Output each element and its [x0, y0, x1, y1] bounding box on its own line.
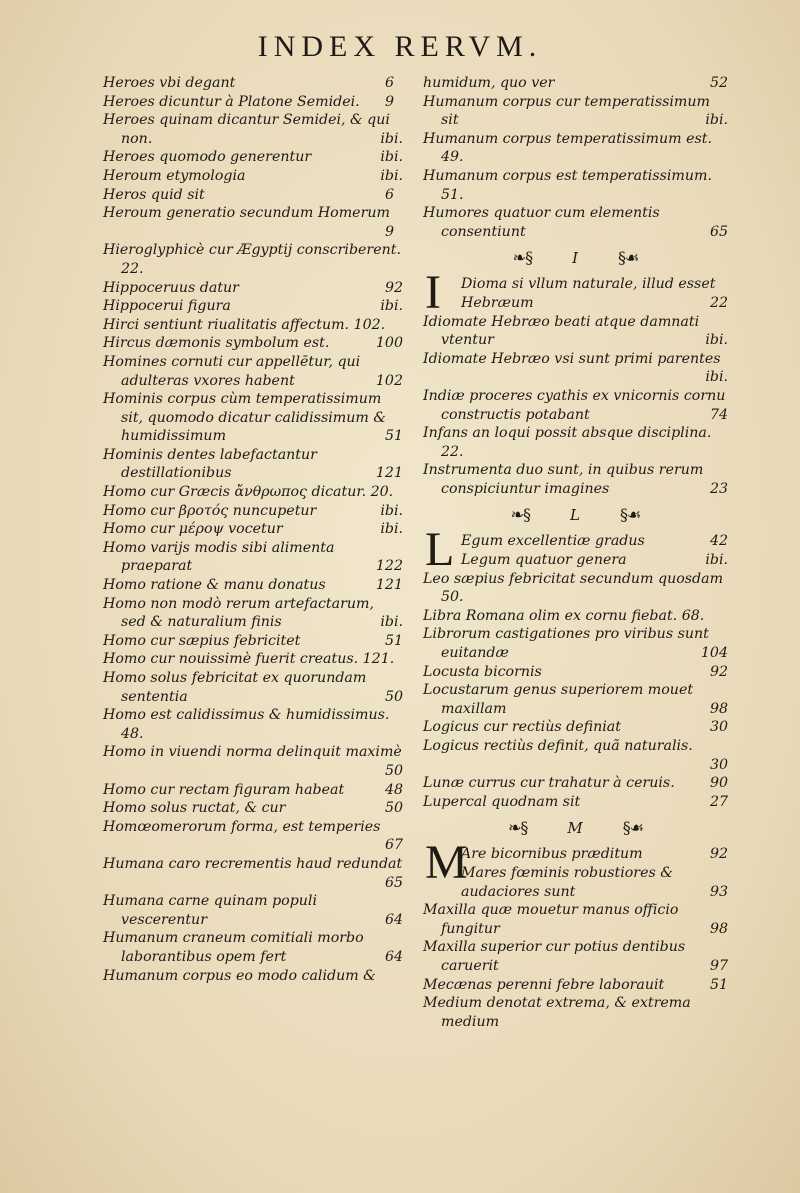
- entry-page-ref: 121: [375, 577, 403, 594]
- index-entry: [103, 595, 403, 632]
- index-entry: [103, 520, 403, 539]
- fleuron-ornament-icon: §☙: [622, 818, 644, 838]
- fleuron-ornament-icon: ❧§: [507, 818, 528, 838]
- index-entry: [423, 93, 728, 130]
- entry-text: Hieroglyphicè cur Ægyptij conscriberent. 22.: [103, 242, 401, 277]
- index-entry: [103, 632, 403, 651]
- entry-text: Heroes dicuntur à Platone Semidei.: [103, 93, 360, 110]
- entry-text: Librorum castigationes pro viribus sunt euitandæ: [423, 626, 709, 662]
- index-entry: [423, 461, 728, 498]
- entry-text: Humanum craneum comitiali morbo laborantibus opem fert: [103, 930, 364, 965]
- left-column: [103, 74, 403, 985]
- index-entry: [103, 483, 403, 502]
- entry-page-ref: ibi.: [380, 614, 403, 631]
- entry-text: Egum excellentiæ gradus: [461, 533, 645, 550]
- entry-text: Homo in viuendi norma delinquit maximè: [103, 744, 402, 761]
- entry-page-ref: ibi.: [380, 521, 403, 538]
- drop-capital: I: [425, 266, 441, 320]
- entry-text: Humanum corpus est temperatissimum. 51.: [423, 167, 712, 203]
- index-entry: [423, 607, 728, 626]
- entry-text: Legum quatuor genera: [461, 552, 627, 569]
- entry-text: Heroum generatio secundum Homerum: [103, 205, 390, 222]
- index-entry: [423, 625, 728, 662]
- index-entry: [103, 892, 403, 929]
- drop-capital: L: [425, 523, 455, 577]
- entry-text: Lunæ currus cur trahatur à ceruis.: [423, 775, 675, 792]
- entry-text: Homo non modò rerum artefactarum, sed & naturalium finis: [103, 595, 374, 631]
- entry-text: Humores quatuor cum elementis consentiunt: [423, 205, 660, 240]
- entry-text: Homœomerorum forma, est temperies: [103, 818, 381, 835]
- index-entry: [423, 74, 728, 93]
- entry-text: Lupercal quodnam sit: [423, 793, 581, 810]
- index-entry: [423, 938, 728, 975]
- entry-text: humidum, quo ver: [423, 75, 555, 91]
- entry-text: Hippoceruus datur: [103, 279, 239, 296]
- entry-text: Libra Romana olim ex cornu fiebat. 68.: [423, 607, 705, 624]
- index-entry: [103, 390, 403, 446]
- entry-page-ref: ibi.: [705, 332, 728, 349]
- page-title: INDEX RERVM.: [257, 30, 543, 63]
- entry-page-ref: ibi.: [380, 149, 403, 166]
- entry-text: Homo est calidissimus & humidissimus. 48.: [103, 707, 390, 742]
- entry-text: Hircus dæmonis symbolum est.: [103, 335, 330, 352]
- section-letter: I: [572, 249, 578, 268]
- entry-text: Heroes vbi degant: [103, 75, 236, 91]
- entry-page-ref: ibi.: [705, 369, 728, 386]
- entry-page-ref: ibi.: [380, 298, 403, 315]
- fleuron-ornament-icon: §☙: [620, 505, 641, 525]
- fleuron-ornament-icon: ❧§: [512, 248, 533, 268]
- entry-text: Maxilla quæ mouetur manus officio fungitur: [423, 902, 679, 937]
- index-entry: [423, 737, 728, 774]
- entry-text: Homo cur rectam figuram habeat: [103, 781, 345, 798]
- index-entry: [423, 663, 728, 682]
- entry-text: Mares fœminis robustiores & audaciores sunt: [461, 864, 673, 900]
- entry-text: Indiæ proceres cyathis ex vnicornis cornu constructis potabant: [423, 387, 726, 423]
- section-letter: L: [570, 506, 581, 525]
- fleuron-ornament-icon: §☙: [618, 248, 639, 268]
- section-header-m: [423, 811, 728, 845]
- entry-text: Leo sæpius febricitat secundum quosdam 50.: [423, 570, 724, 606]
- entry-text: Instrumenta duo sunt, in quibus rerum conspiciuntur imagines: [423, 462, 704, 497]
- entry-page-ref: 121: [375, 465, 403, 482]
- index-entry: [423, 901, 728, 938]
- index-entry: [103, 316, 403, 335]
- entry-text: Homo solus febricitat ex quorundam sententia: [103, 670, 367, 705]
- entry-text: Hominis dentes labefactantur destillationibus: [103, 446, 317, 482]
- index-entry: [423, 387, 728, 424]
- index-entry: [103, 241, 403, 278]
- entry-text: Dioma si vllum naturale, illud esset Hebræum: [461, 276, 716, 311]
- entry-page-ref: 104: [700, 645, 728, 662]
- entry-text: Are bicornibus præditum: [461, 846, 643, 863]
- entry-text: Logicus cur rectiùs definiat: [423, 719, 621, 736]
- entry-text: Heroes quinam dicantur Semidei, & qui non.: [103, 112, 390, 147]
- entry-text: Homo ratione & manu donatus: [103, 577, 326, 594]
- entry-text: Homo cur βροτός nuncupetur: [103, 502, 317, 519]
- index-entry: [103, 799, 403, 818]
- entry-text: Homo cur Græcis ἄνθρωπος dicatur. 20.: [103, 484, 394, 501]
- index-entry: [423, 350, 728, 387]
- fleuron-ornament-icon: ❧§: [510, 505, 531, 525]
- index-entry: [103, 855, 403, 892]
- entry-page-ref: 22: [709, 294, 728, 311]
- entry-text: Heroes quomodo generentur: [103, 149, 312, 166]
- index-entry: [103, 539, 403, 576]
- index-entry: [423, 774, 728, 793]
- entry-page-ref: ibi.: [705, 552, 728, 569]
- entry-text: Humanum corpus temperatissimum est. 49.: [423, 130, 712, 166]
- index-entry: [423, 424, 728, 461]
- entry-text: Mecænas perenni febre laborauit: [423, 976, 665, 993]
- entry-text: Infans an loqui possit absque disciplina. 22.: [423, 425, 712, 460]
- index-entry: [423, 167, 728, 204]
- dropcap-entry: [423, 836, 728, 901]
- entry-page-ref: ibi.: [380, 130, 403, 147]
- index-entry: [103, 334, 403, 353]
- right-column: [423, 74, 728, 1031]
- index-entry: Heroes dicuntur à Platone Semidei. 9: [103, 93, 395, 110]
- drop-capital: M: [425, 836, 468, 890]
- index-entry: [103, 502, 403, 521]
- entry-text: Humanum corpus cur temperatissimum sit: [423, 93, 710, 129]
- entry-text: Homo solus ructat, & cur: [103, 800, 286, 817]
- index-entry: [423, 718, 728, 737]
- index-entry: [103, 650, 403, 669]
- entry-text: Homines cornuti cur appellētur, qui adulteras vxores habent: [103, 353, 361, 389]
- section-letter: M: [567, 819, 583, 838]
- entry-text: Idiomate Hebræo vsi sunt primi parentes: [423, 350, 721, 367]
- entry-text: Maxilla superior cur potius dentibus caruerit: [423, 939, 686, 974]
- dropcap-entry: [423, 266, 728, 320]
- index-entry: [423, 204, 728, 241]
- entry-text: Hirci sentiunt riualitatis affectum. 102.: [103, 316, 386, 333]
- index-entry: [103, 446, 403, 483]
- index-entry: [103, 279, 403, 298]
- entry-page-ref: 42: [709, 533, 728, 550]
- index-entry: [103, 929, 403, 966]
- index-entry: [423, 570, 728, 607]
- index-entry: [103, 353, 403, 390]
- index-entry: [103, 781, 403, 800]
- index-entry: [103, 297, 403, 316]
- entry-text: Hippocerui figura: [103, 298, 231, 315]
- entry-text: Medium denotat extrema, & extrema medium: [423, 995, 691, 1030]
- entry-page-ref: 102: [375, 372, 403, 389]
- entry-text: Locustarum genus superiorem mouet maxillam: [423, 682, 694, 717]
- index-entry: Heroum generatio secundum Homerum 9: [103, 205, 395, 240]
- index-entry: [103, 576, 403, 595]
- index-entry: [103, 111, 403, 148]
- index-entry: [103, 148, 403, 167]
- entry-page-ref: ibi.: [380, 167, 403, 184]
- entry-page-ref: 122: [375, 558, 403, 575]
- section-header-i: [423, 241, 728, 275]
- index-entry: [103, 967, 403, 986]
- entry-text: Idiomate Hebræo beati atque damnati vtentur: [423, 313, 700, 349]
- entry-text: Humanum corpus eo modo calidum &: [103, 967, 376, 984]
- index-entry: [423, 976, 728, 995]
- entry-page-ref: 100: [375, 335, 403, 352]
- index-entry: [423, 313, 728, 350]
- dropcap-entry: [423, 523, 728, 577]
- index-entry: [103, 818, 403, 855]
- index-entry: [423, 130, 728, 167]
- entry-page-ref: ibi.: [705, 112, 728, 129]
- entry-page-ref: 93: [709, 883, 728, 900]
- index-entry: [423, 793, 728, 812]
- entry-text: Humana carne quinam populi vescerentur: [103, 893, 317, 928]
- entry-text: Locusta bicornis: [423, 663, 542, 680]
- entry-text: Homo cur μέροψ vocetur: [103, 521, 283, 538]
- entry-page-ref: ibi.: [380, 502, 403, 519]
- index-entry: [103, 167, 403, 186]
- index-entry: [103, 743, 403, 780]
- entry-page-ref: 92: [709, 846, 728, 863]
- entry-text: Homo varijs modis sibi alimenta praeparat: [103, 539, 335, 575]
- index-entry: [103, 669, 403, 706]
- entry-text: Homo cur sæpius febricitet: [103, 632, 301, 649]
- entry-text: Heroum etymologia: [103, 167, 246, 184]
- index-entry: [423, 994, 728, 1031]
- index-entry: [103, 706, 403, 743]
- index-entry: Heroes vbi degant 6: [103, 75, 395, 91]
- entry-text: Heros quid sit: [103, 186, 205, 203]
- entry-text: Humana caro recrementis haud redundat: [103, 855, 403, 872]
- entry-text: Logicus rectiùs definit, quã naturalis.: [423, 738, 693, 754]
- section-header-l: [423, 498, 728, 532]
- entry-text: Homo cur nouissimè fuerit creatus. 121.: [103, 651, 395, 668]
- entry-text: Hominis corpus cùm temperatissimum sit, quomodo dicatur calidissimum & humidissimum: [103, 391, 386, 445]
- index-entry: Heros quid sit 6: [103, 186, 395, 203]
- index-entry: [423, 681, 728, 718]
